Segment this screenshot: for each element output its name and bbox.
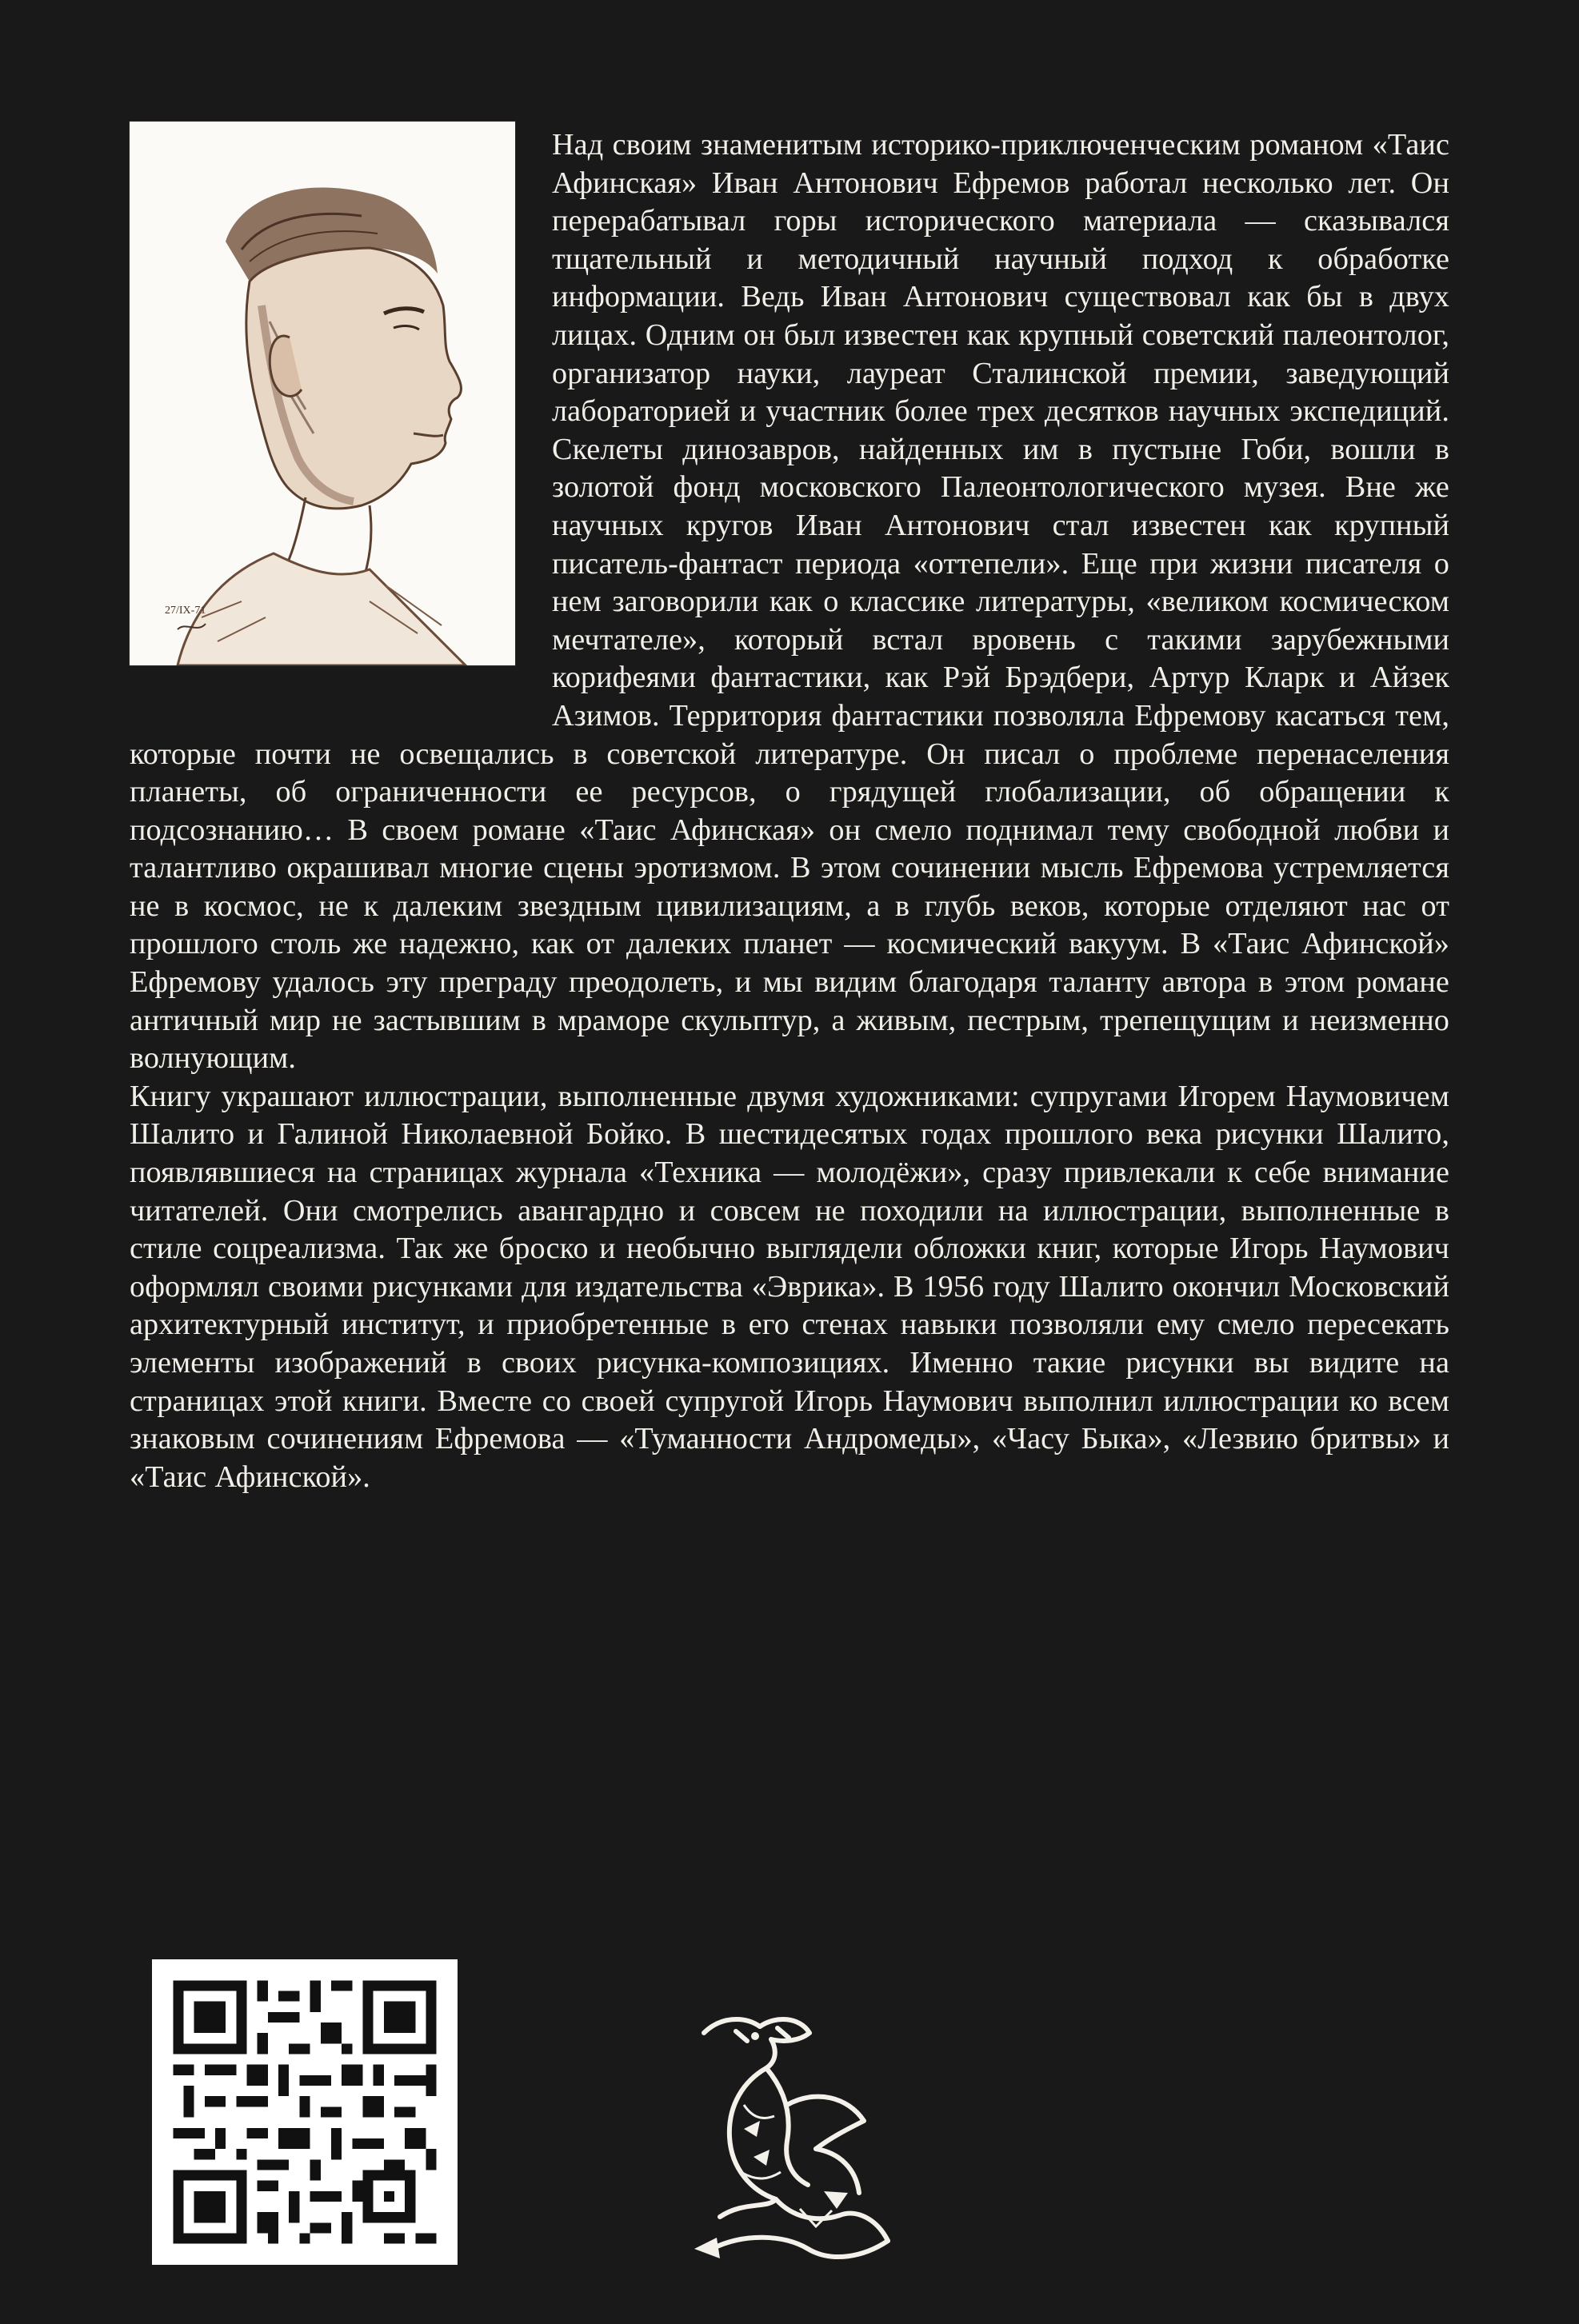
svg-text:27/IX-71: 27/IX-71 xyxy=(165,605,206,617)
dragon-emblem-icon xyxy=(688,2009,909,2265)
paragraph-1: Над своим знаменитым историко-приключенческим романом «Таис Афинская» Иван Антонович Ефремов работал несколько лет. Он перерабатывал горы исторического материала — сказывался тщательный и методичный научный подход к обработке информации. Ведь Иван Антонович существовал как бы в двух лицах. Одним он был известен как крупный советский палеонтолог, организатор науки, лауреат Сталинской премии, заведующий лабораторией и участник более трех десятков научных экспедиций. Скелеты динозавров, найденных им в пустыне Гоби, вошли в золотой фонд московского Палеонтологического музея. Вне же научных кругов Иван Антонович стал известен как крупный писатель-фантаст периода «оттепели». Еще при жизни писателя о нем заговорили как о классике литературы, «великом космическом мечтателе», который встал вровень с такими зарубежными корифеями фантастики, как Рэй Брэдбери, Артур Кларк и Айзек Азимов. Территория фантастики позволяла Ефремову касаться тем, которые почти не освещались в советской литературе. Он писал о проблеме перенаселения планеты, об ограниченности ее ресурсов, о грядущей глобализации, об обращении к подсознанию… В своем романе «Таис Афинская» он смело поднимал тему свободной любви и талантливо окрашивал многие сцены эротизмом. В этом сочинении мысль Ефремова устремляется не в космос, не к далеким звездным цивилизациям, а в глубь веков, которые отделяют нас от прошлого столь же надежно, как от далеких планет — космический вакуум. В «Таис Афинской» Ефремову удалось эту преграду преодолеть, и мы видим благодаря таланту автора в этом романе античный мир не застывшим в мраморе скульптур, а живым, пестрым, трепещущим и неизменно волнующим. xyxy=(130,128,1449,1076)
portrait-spacer xyxy=(130,126,528,707)
paragraph-2: Книгу украшают иллюстрации, выполненные двумя художниками: супругами Игорем Наумовичем Шалито и Галиной Николаевной Бойко. В шестидесятых годах прошлого века рисунки Шалито, появлявшиеся на страницах журнала «Техника — молодёжи», сразу привлекали к себе внимание читателей. Они смотрелись авангардно и совсем не походили на иллюстрации, выполненные в стиле соцреализма. Так же броско и необычно выглядели обложки книг, которые Игорь Наумович оформлял своими рисунками для издательства «Эврика». В 1956 году Шалито окончил Московский архитектурный институт, и приобретенные в его стенах навыки позволяли ему смело пересекать элементы изображений в своих рисунка-композициях. Именно такие рисунки вы видите на страницах этой книги. Вместе со своей супругой Игорь Наумович выполнил иллюстрации ко всем знаковым сочинениям Ефремова — «Туманности Андромеды», «Часу Быка», «Лезвию бритвы» и «Таис Афинской». xyxy=(130,1079,1449,1494)
description-text xyxy=(130,126,1449,1496)
qr-code[interactable] xyxy=(152,1959,458,2265)
publisher-emblem xyxy=(688,2009,909,2265)
qr-code-icon xyxy=(152,1959,458,2265)
